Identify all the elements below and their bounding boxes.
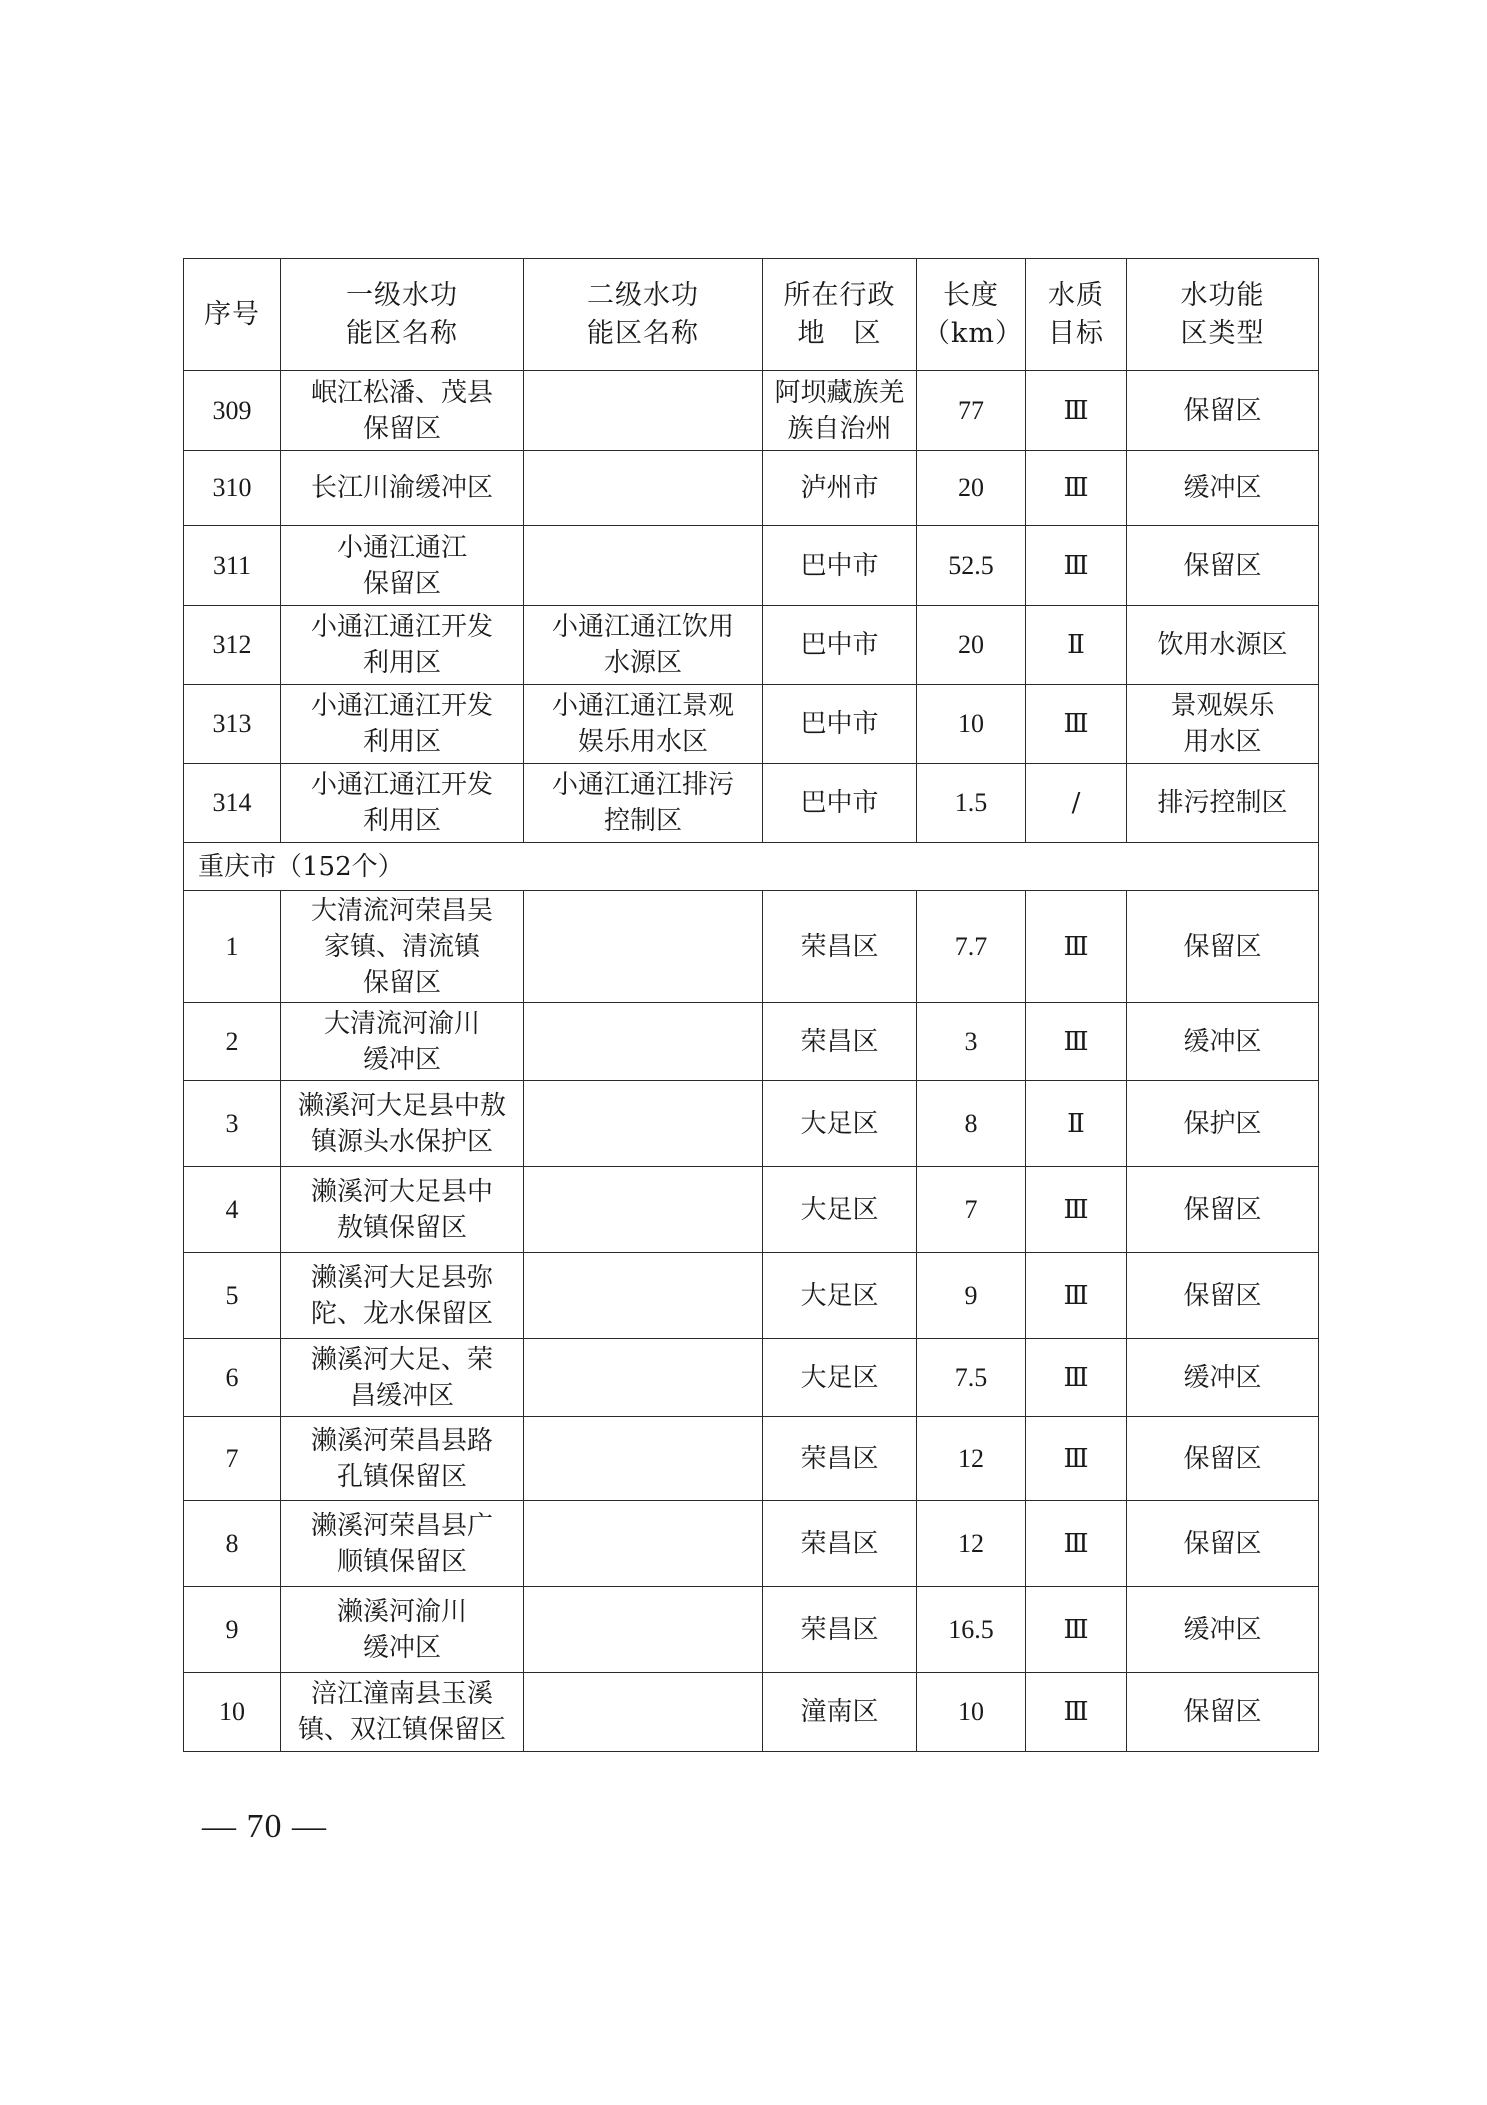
cell-length: 20: [917, 451, 1026, 526]
header-level1-zone: 一级水功 能区名称: [281, 259, 524, 371]
cell-quality: Ⅲ: [1026, 1167, 1127, 1253]
cell-length: 9: [917, 1253, 1026, 1339]
cell-seq: 8: [184, 1501, 281, 1587]
cell-length: 10: [917, 1673, 1026, 1752]
cell-level2: 小通江通江景观 娱乐用水区: [524, 685, 763, 764]
table-row: [184, 1673, 1319, 1752]
cell-level2: [524, 371, 763, 451]
cell-type: 饮用水源区: [1127, 606, 1319, 685]
cell-level1: 岷江松潘、茂县 保留区: [281, 371, 524, 451]
cell-quality: Ⅲ: [1026, 1417, 1127, 1501]
cell-level1: 小通江通江开发 利用区: [281, 606, 524, 685]
cell-level2: [524, 1167, 763, 1253]
cell-level1: 大清流河渝川 缓冲区: [281, 1003, 524, 1081]
cell-length: 3: [917, 1003, 1026, 1081]
table-row: [184, 1417, 1319, 1501]
header-quality-target: 水质 目标: [1026, 259, 1127, 371]
table-row: [184, 685, 1319, 764]
cell-seq: 312: [184, 606, 281, 685]
cell-region: 荣昌区: [763, 1417, 917, 1501]
cell-length: 7.7: [917, 891, 1026, 1003]
cell-level1: 小通江通江开发 利用区: [281, 685, 524, 764]
cell-seq: 6: [184, 1339, 281, 1417]
cell-quality: Ⅲ: [1026, 1253, 1127, 1339]
header-seq: 序号: [184, 259, 281, 371]
cell-type: 缓冲区: [1127, 1003, 1319, 1081]
cell-level2: 小通江通江饮用 水源区: [524, 606, 763, 685]
cell-region: 荣昌区: [763, 1501, 917, 1587]
cell-level2: [524, 1501, 763, 1587]
cell-seq: 2: [184, 1003, 281, 1081]
cell-level2: [524, 451, 763, 526]
cell-seq: 3: [184, 1081, 281, 1167]
cell-type: 排污控制区: [1127, 764, 1319, 843]
cell-quality: Ⅲ: [1026, 1587, 1127, 1673]
cell-level2: [524, 526, 763, 606]
table-row: [184, 371, 1319, 451]
cell-seq: 314: [184, 764, 281, 843]
cell-quality: Ⅱ: [1026, 1081, 1127, 1167]
cell-type: 保护区: [1127, 1081, 1319, 1167]
cell-type: 保留区: [1127, 526, 1319, 606]
cell-level2: 小通江通江排污 控制区: [524, 764, 763, 843]
table-row: [184, 891, 1319, 1003]
cell-type: 保留区: [1127, 891, 1319, 1003]
cell-seq: 9: [184, 1587, 281, 1673]
table-row: [184, 526, 1319, 606]
header-region: 所在行政 地 区: [763, 259, 917, 371]
table-row: [184, 451, 1319, 526]
cell-level1: 涪江潼南县玉溪 镇、双江镇保留区: [281, 1673, 524, 1752]
cell-length: 77: [917, 371, 1026, 451]
section-header-row: [184, 843, 1319, 891]
cell-type: 保留区: [1127, 1253, 1319, 1339]
cell-level1: 大清流河荣昌吴 家镇、清流镇 保留区: [281, 891, 524, 1003]
cell-region: 阿坝藏族羌 族自治州: [763, 371, 917, 451]
cell-type: 景观娱乐 用水区: [1127, 685, 1319, 764]
cell-region: 巴中市: [763, 685, 917, 764]
table-header-row: [184, 259, 1319, 371]
cell-level2: [524, 1253, 763, 1339]
page-number: — 70 —: [202, 1808, 327, 1845]
table-row: [184, 1167, 1319, 1253]
cell-length: 52.5: [917, 526, 1026, 606]
cell-seq: 7: [184, 1417, 281, 1501]
cell-level1: 濑溪河大足、荣 昌缓冲区: [281, 1339, 524, 1417]
cell-level2: [524, 1673, 763, 1752]
cell-region: 荣昌区: [763, 1587, 917, 1673]
cell-level1: 濑溪河荣昌县路 孔镇保留区: [281, 1417, 524, 1501]
cell-region: 巴中市: [763, 606, 917, 685]
cell-level1: 濑溪河大足县中敖 镇源头水保护区: [281, 1081, 524, 1167]
header-level2-zone: 二级水功 能区名称: [524, 259, 763, 371]
cell-quality: Ⅲ: [1026, 1339, 1127, 1417]
cell-quality: Ⅲ: [1026, 1673, 1127, 1752]
cell-level2: [524, 1417, 763, 1501]
cell-level1: 濑溪河渝川 缓冲区: [281, 1587, 524, 1673]
cell-length: 12: [917, 1417, 1026, 1501]
cell-seq: 10: [184, 1673, 281, 1752]
cell-level1: 小通江通江开发 利用区: [281, 764, 524, 843]
header-length: 长度 （km）: [917, 259, 1026, 371]
table-row: [184, 1587, 1319, 1673]
cell-quality: Ⅲ: [1026, 1501, 1127, 1587]
cell-region: 荣昌区: [763, 891, 917, 1003]
cell-level1: 小通江通江 保留区: [281, 526, 524, 606]
cell-length: 1.5: [917, 764, 1026, 843]
cell-type: 保留区: [1127, 1417, 1319, 1501]
cell-level2: [524, 1003, 763, 1081]
cell-level2: [524, 1587, 763, 1673]
cell-quality: Ⅲ: [1026, 451, 1127, 526]
cell-region: 巴中市: [763, 526, 917, 606]
table-row: [184, 606, 1319, 685]
table-row: [184, 1253, 1319, 1339]
water-function-zone-table: [183, 258, 1319, 1752]
cell-type: 缓冲区: [1127, 451, 1319, 526]
cell-type: 保留区: [1127, 1673, 1319, 1752]
cell-type: 缓冲区: [1127, 1587, 1319, 1673]
cell-length: 16.5: [917, 1587, 1026, 1673]
cell-length: 7.5: [917, 1339, 1026, 1417]
cell-seq: 1: [184, 891, 281, 1003]
cell-seq: 313: [184, 685, 281, 764]
cell-type: 保留区: [1127, 371, 1319, 451]
cell-level1: 长江川渝缓冲区: [281, 451, 524, 526]
cell-region: 大足区: [763, 1081, 917, 1167]
cell-region: 巴中市: [763, 764, 917, 843]
cell-type: 保留区: [1127, 1501, 1319, 1587]
cell-quality: Ⅲ: [1026, 891, 1127, 1003]
cell-level1: 濑溪河大足县弥 陀、龙水保留区: [281, 1253, 524, 1339]
cell-region: 荣昌区: [763, 1003, 917, 1081]
table-row: [184, 1081, 1319, 1167]
cell-quality: Ⅲ: [1026, 1003, 1127, 1081]
cell-length: 20: [917, 606, 1026, 685]
cell-level2: [524, 1339, 763, 1417]
cell-quality: Ⅲ: [1026, 526, 1127, 606]
cell-quality: Ⅲ: [1026, 685, 1127, 764]
cell-type: 保留区: [1127, 1167, 1319, 1253]
table-row: [184, 764, 1319, 843]
cell-seq: 309: [184, 371, 281, 451]
section-title-chongqing: 重庆市（152个）: [184, 843, 1319, 891]
cell-region: 潼南区: [763, 1673, 917, 1752]
cell-length: 12: [917, 1501, 1026, 1587]
cell-region: 大足区: [763, 1253, 917, 1339]
cell-level1: 濑溪河荣昌县广 顺镇保留区: [281, 1501, 524, 1587]
cell-level2: [524, 1081, 763, 1167]
cell-seq: 4: [184, 1167, 281, 1253]
cell-level2: [524, 891, 763, 1003]
cell-seq: 311: [184, 526, 281, 606]
cell-quality: Ⅲ: [1026, 371, 1127, 451]
cell-region: 泸州市: [763, 451, 917, 526]
cell-quality: /: [1026, 764, 1127, 843]
table-row: [184, 1003, 1319, 1081]
cell-seq: 310: [184, 451, 281, 526]
cell-length: 10: [917, 685, 1026, 764]
cell-level1: 濑溪河大足县中 敖镇保留区: [281, 1167, 524, 1253]
cell-length: 8: [917, 1081, 1026, 1167]
cell-region: 大足区: [763, 1339, 917, 1417]
cell-region: 大足区: [763, 1167, 917, 1253]
cell-type: 缓冲区: [1127, 1339, 1319, 1417]
table-row: [184, 1501, 1319, 1587]
cell-length: 7: [917, 1167, 1026, 1253]
cell-quality: Ⅱ: [1026, 606, 1127, 685]
cell-seq: 5: [184, 1253, 281, 1339]
table-row: [184, 1339, 1319, 1417]
header-zone-type: 水功能 区类型: [1127, 259, 1319, 371]
